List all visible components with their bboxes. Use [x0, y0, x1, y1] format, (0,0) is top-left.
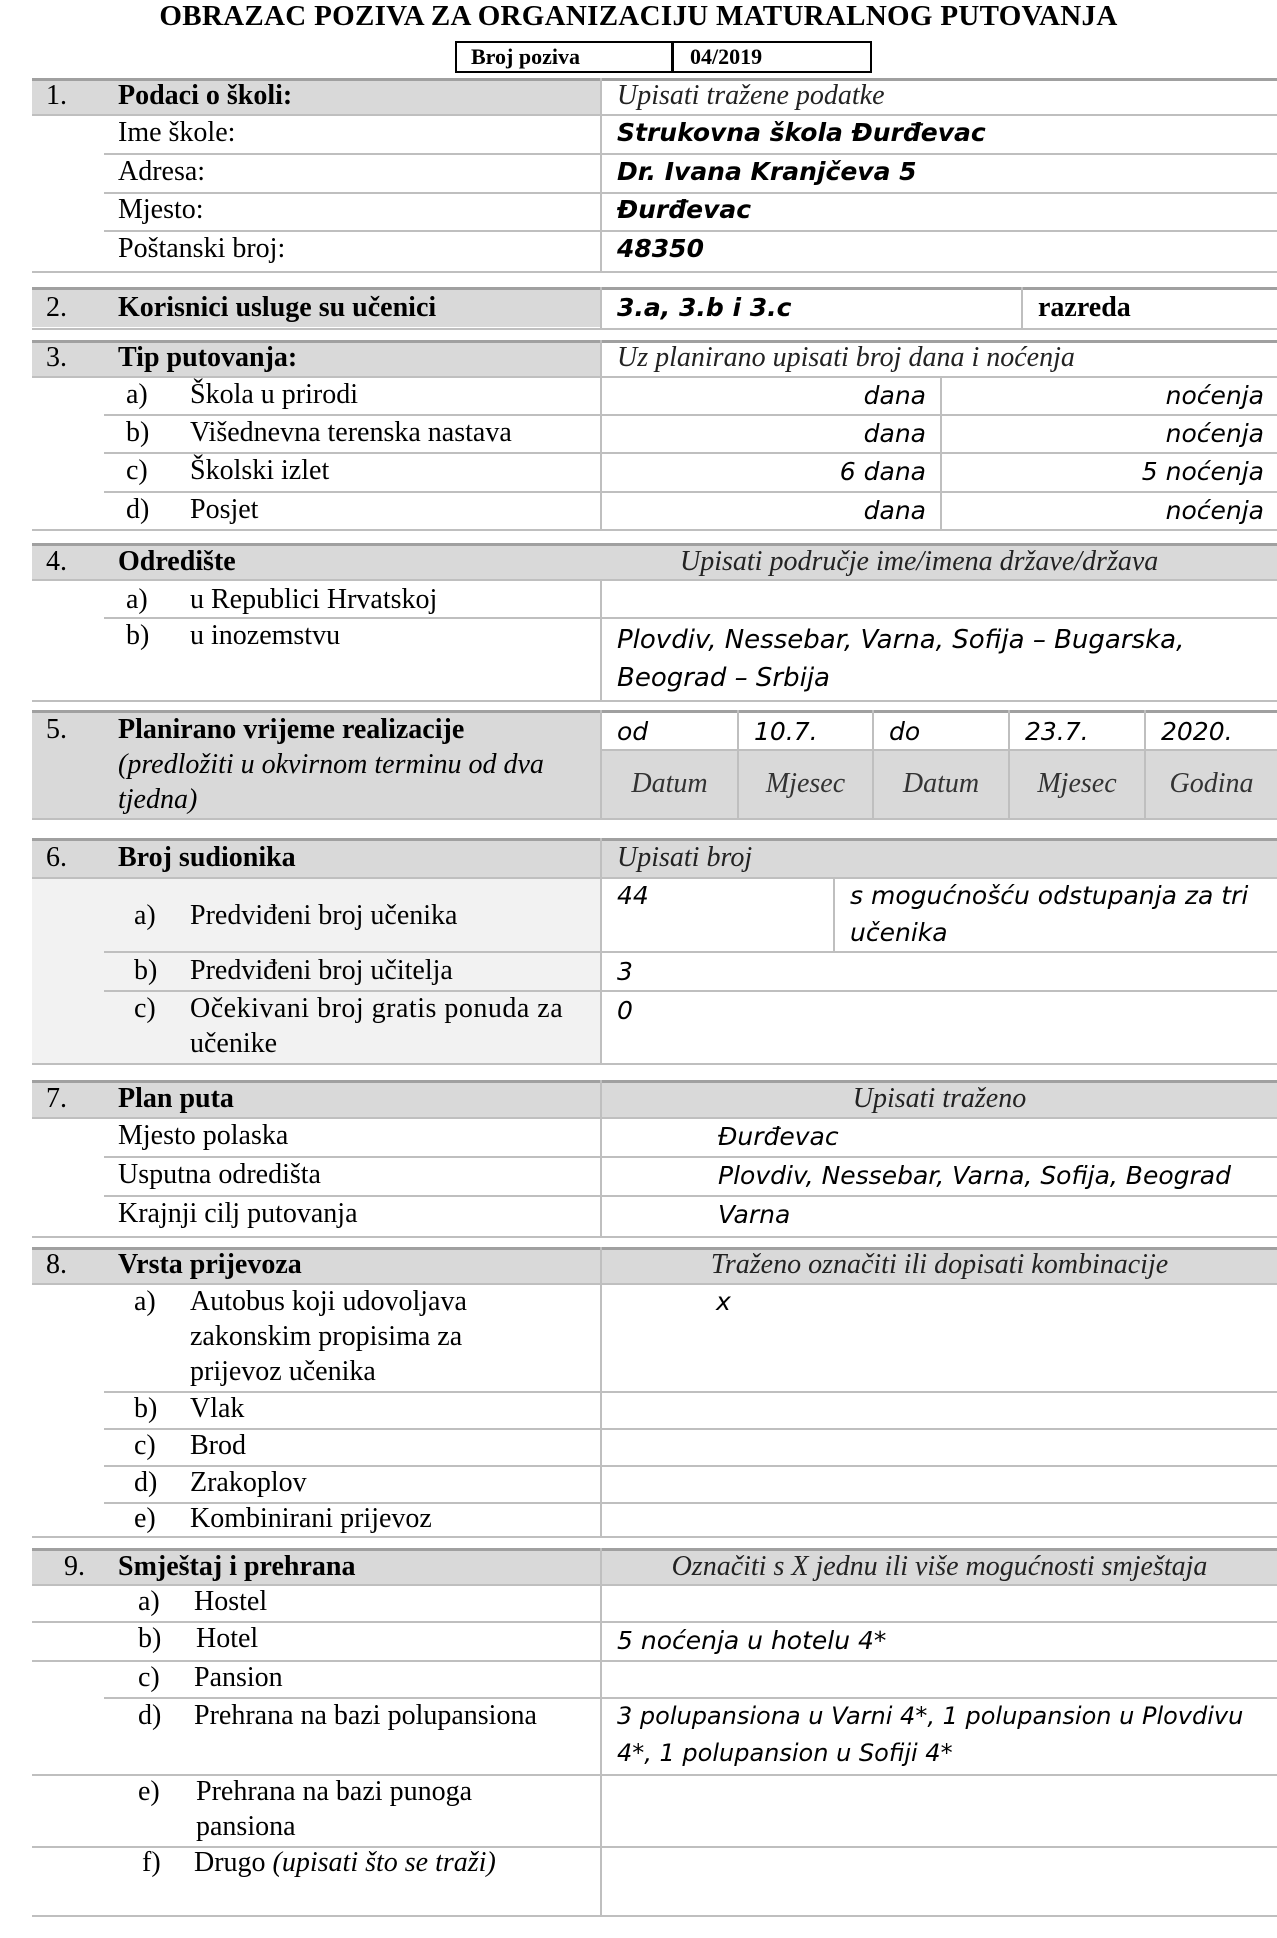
trip-type-c-label: Školski izlet — [190, 455, 330, 486]
trip-type-c-days[interactable]: 6 dana — [839, 457, 926, 486]
section-2-heading: Korisnici usluge su učenici — [118, 292, 437, 323]
period-year[interactable]: 2020. — [1161, 717, 1233, 746]
section-6-number: 6. — [46, 842, 67, 873]
transport-a-value[interactable]: x — [716, 1287, 731, 1316]
school-name-value[interactable]: Strukovna škola Đurđevac — [617, 118, 986, 147]
accommodation-b-value[interactable]: 5 noćenja u hotelu 4* — [617, 1626, 887, 1655]
final-destination-label: Krajnji cilj putovanja — [118, 1198, 358, 1229]
accommodation-b-letter: b) — [138, 1623, 162, 1654]
trip-type-d-days[interactable]: dana — [863, 496, 926, 525]
address-label: Adresa: — [118, 156, 206, 187]
participants-b-letter: b) — [134, 955, 158, 986]
section-9-heading: Smještaj i prehrana — [118, 1551, 356, 1582]
section-1-hint: Upisati tražene podatke — [617, 80, 885, 111]
participants-a-value[interactable]: 44 — [617, 881, 649, 910]
period-to-label: do — [889, 717, 921, 746]
accommodation-d-letter: d) — [138, 1700, 162, 1731]
section-7-number: 7. — [46, 1083, 67, 1114]
broj-poziva-label — [455, 41, 674, 73]
trip-type-b-label: Višednevna terenska nastava — [190, 417, 512, 448]
transport-e-letter: e) — [134, 1503, 156, 1534]
city-value[interactable]: Đurđevac — [617, 195, 752, 224]
transport-d-label: Zrakoplov — [190, 1467, 307, 1498]
destination-b-value-line1[interactable]: Plovdiv, Nessebar, Varna, Sofija – Bugarska, — [617, 625, 1185, 655]
period-col-label-5: Godina — [1169, 768, 1254, 799]
trip-type-d-letter: d) — [126, 494, 150, 525]
section-1-heading: Podaci o školi: — [118, 80, 293, 111]
section-6-hint: Upisati broj — [617, 842, 753, 873]
trip-type-a-nights[interactable]: noćenja — [1165, 381, 1264, 410]
accommodation-f-note: (upisati što se traži) — [272, 1847, 496, 1878]
period-to-date[interactable]: 23.7. — [1025, 717, 1089, 746]
section-6-heading: Broj sudionika — [118, 842, 296, 873]
transport-b-letter: b) — [134, 1393, 158, 1424]
trip-type-b-days[interactable]: dana — [863, 419, 926, 448]
broj-poziva-label-text: Broj poziva — [471, 44, 580, 69]
transport-e-label: Kombinirani prijevoz — [190, 1503, 432, 1534]
section-3-number: 3. — [46, 342, 67, 373]
participants-c-value[interactable]: 0 — [617, 996, 633, 1025]
section-9-hint: Označiti s X jednu ili više mogućnosti smještaja — [671, 1551, 1208, 1582]
transport-c-label: Brod — [190, 1430, 246, 1461]
trip-type-b-letter: b) — [126, 417, 150, 448]
accommodation-b-label: Hotel — [196, 1623, 259, 1654]
broj-poziva-value[interactable] — [671, 41, 872, 73]
section-4-hint: Upisati područje ime/imena države/država — [680, 546, 1159, 577]
trip-type-d-label: Posjet — [190, 494, 259, 525]
period-col-label-3: Datum — [902, 768, 980, 799]
address-value[interactable]: Dr. Ivana Kranjčeva 5 — [617, 157, 917, 186]
section-9-number: 9. — [64, 1551, 85, 1582]
section-5-number: 5. — [46, 714, 67, 745]
postal-code-label: Poštanski broj: — [118, 233, 286, 264]
form-title: OBRAZAC POZIVA ZA ORGANIZACIJU MATURALNOG PUTOVANJA — [159, 0, 1118, 32]
stops-value[interactable]: Plovdiv, Nessebar, Varna, Sofija, Beograd — [718, 1161, 1231, 1190]
classes-suffix: razreda — [1038, 292, 1131, 323]
accommodation-e-letter: e) — [138, 1776, 160, 1807]
period-col-label-1: Datum — [631, 768, 708, 799]
destination-a-label: u Republici Hrvatskoj — [190, 584, 438, 615]
participants-a-label: Predviđeni broj učenika — [190, 900, 458, 931]
section-5-heading: Planirano vrijeme realizacije — [118, 714, 465, 745]
final-destination-value[interactable]: Varna — [718, 1200, 791, 1229]
accommodation-f-label-text: Drugo — [194, 1847, 266, 1878]
participants-c-label-line2: učenike — [190, 1028, 278, 1059]
section-7-hint: Upisati traženo — [852, 1083, 1027, 1114]
period-from-label: od — [617, 717, 649, 746]
trip-type-b-nights[interactable]: noćenja — [1165, 419, 1264, 448]
destination-b-letter: b) — [126, 620, 150, 651]
accommodation-c-letter: c) — [138, 1662, 160, 1693]
participants-c-letter: c) — [134, 993, 156, 1024]
trip-type-c-nights[interactable]: 5 noćenja — [1141, 457, 1264, 486]
accommodation-d-value-line1[interactable]: 3 polupansiona u Varni 4*, 1 polupansion u Plovdivu — [617, 1702, 1244, 1730]
trip-type-a-letter: a) — [126, 379, 148, 410]
section-2-number: 2. — [46, 292, 67, 323]
accommodation-a-letter: a) — [138, 1586, 160, 1617]
postal-code-value[interactable]: 48350 — [617, 234, 704, 263]
accommodation-f-label — [194, 1847, 496, 1879]
accommodation-e-line2: pansiona — [196, 1811, 296, 1842]
transport-a-letter: a) — [134, 1286, 156, 1317]
stops-label: Usputna odredišta — [118, 1159, 321, 1190]
period-col-label-4: Mjesec — [1037, 768, 1117, 799]
participants-a-note-line1[interactable]: s mogućnošću odstupanja za tri — [850, 881, 1249, 910]
section-5-note-line2: tjedna) — [118, 784, 198, 815]
trip-type-a-label: Škola u prirodi — [190, 379, 358, 410]
participants-a-letter: a) — [134, 900, 156, 931]
transport-b-label: Vlak — [190, 1393, 245, 1424]
section-1-number: 1. — [46, 80, 67, 111]
trip-type-a-days[interactable]: dana — [863, 381, 926, 410]
destination-a-letter: a) — [126, 584, 148, 615]
departure-value[interactable]: Đurđevac — [718, 1122, 839, 1151]
section-4-heading: Odredište — [118, 546, 236, 577]
section-7-heading: Plan puta — [118, 1083, 234, 1114]
transport-a-line1: Autobus koji udovoljava — [190, 1286, 467, 1317]
accommodation-f-letter: f) — [142, 1847, 161, 1878]
accommodation-e-line1: Prehrana na bazi punoga — [196, 1776, 472, 1807]
broj-poziva-value-text: 04/2019 — [690, 44, 763, 69]
trip-type-d-nights[interactable]: noćenja — [1165, 496, 1264, 525]
classes-value[interactable]: 3.a, 3.b i 3.c — [617, 293, 792, 322]
period-from-date[interactable]: 10.7. — [754, 717, 818, 746]
city-label: Mjesto: — [118, 194, 204, 225]
section-4-number: 4. — [46, 546, 67, 577]
section-8-hint: Traženo označiti ili dopisati kombinacije — [710, 1249, 1169, 1280]
departure-label: Mjesto polaska — [118, 1120, 289, 1151]
period-col-label-2: Mjesec — [765, 768, 846, 799]
participants-b-label: Predviđeni broj učitelja — [190, 955, 453, 986]
accommodation-d-label: Prehrana na bazi polupansiona — [194, 1700, 537, 1731]
section-8-number: 8. — [46, 1249, 67, 1280]
transport-d-letter: d) — [134, 1467, 158, 1498]
accommodation-a-label: Hostel — [194, 1586, 268, 1617]
section-3-heading: Tip putovanja: — [118, 342, 298, 373]
section-5-note-line1: (predložiti u okvirnom terminu od dva — [118, 749, 544, 780]
participants-b-value[interactable]: 3 — [617, 957, 633, 986]
accommodation-d-value-line2[interactable]: 4*, 1 polupansion u Sofiji 4* — [617, 1739, 953, 1767]
destination-b-value-line2[interactable]: Beograd – Srbija — [617, 663, 830, 693]
participants-a-note-line2[interactable]: učenika — [850, 918, 948, 947]
section-3-hint: Uz planirano upisati broj dana i noćenja — [617, 342, 1075, 373]
participants-c-label-line1: Očekivani broj gratis ponuda za — [190, 993, 564, 1024]
school-name-label: Ime škole: — [118, 117, 236, 148]
transport-c-letter: c) — [134, 1430, 156, 1461]
accommodation-c-label: Pansion — [194, 1662, 283, 1693]
transport-a-line3: prijevoz učenika — [190, 1356, 376, 1387]
trip-type-c-letter: c) — [126, 455, 148, 486]
transport-a-line2: zakonskim propisima za — [190, 1321, 463, 1352]
destination-b-label: u inozemstvu — [190, 620, 341, 651]
section-8-heading: Vrsta prijevoza — [118, 1249, 302, 1280]
